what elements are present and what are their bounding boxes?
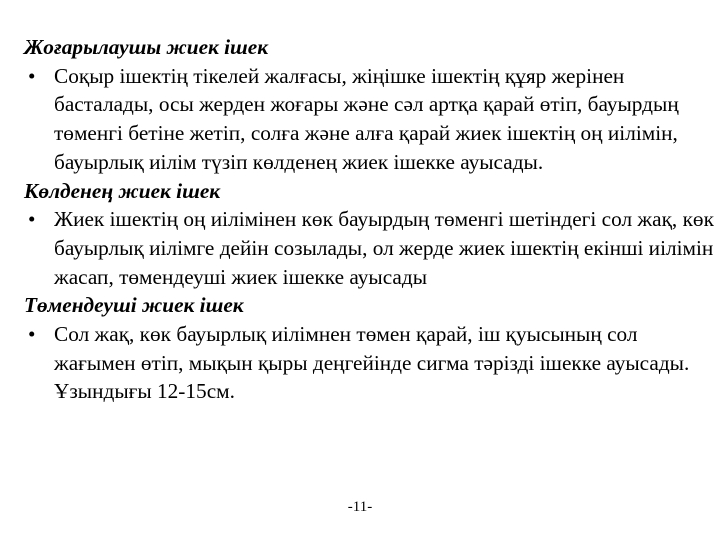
bullet-text: Сол жақ, көк бауырлық иілімнен төмен қарай, іш қуысының сол жағымен өтіп, мықын қыры деңгейінде сигма тәрізді ішекке ауысады. Ұзындығы 12-15см. [54,322,690,404]
bullet-icon: • [28,207,36,232]
bullet-item-ascending-colon [24,62,714,177]
slide-content [24,33,714,406]
bullet-text: Соқыр ішектің тікелей жалғасы, жіңішке ішектің құяр жерінен басталады, осы жерден жоғары және сәл артқа қарай өтіп, бауырдың төменгі бетіне жетіп, солға және алға қарай жиек ішектің оң иілімін, бауырлық иілім түзіп көлденең жиек ішекке ауысады. [54,63,679,174]
section-heading-transverse-colon: Көлденең жиек ішек [24,178,221,203]
bullet-item-descending-colon [24,320,714,406]
page-number: -11- [347,499,373,515]
section-heading-descending-colon: Төмендеуші жиек ішек [24,293,244,318]
bullet-icon: • [28,322,36,347]
bullet-icon: • [28,63,36,88]
bullet-text: Жиек ішектің оң иілімінен көк бауырдың төменгі шетіндегі сол жақ, көк бауырлық иілімге дейін созылады, ол жерде жиек ішектің екінші иілімін жасап, төмендеуші жиек ішекке ауысады [54,207,714,289]
section-heading-ascending-colon: Жоғарылаушы жиек ішек [24,35,269,59]
bullet-item-transverse-colon [24,205,714,291]
